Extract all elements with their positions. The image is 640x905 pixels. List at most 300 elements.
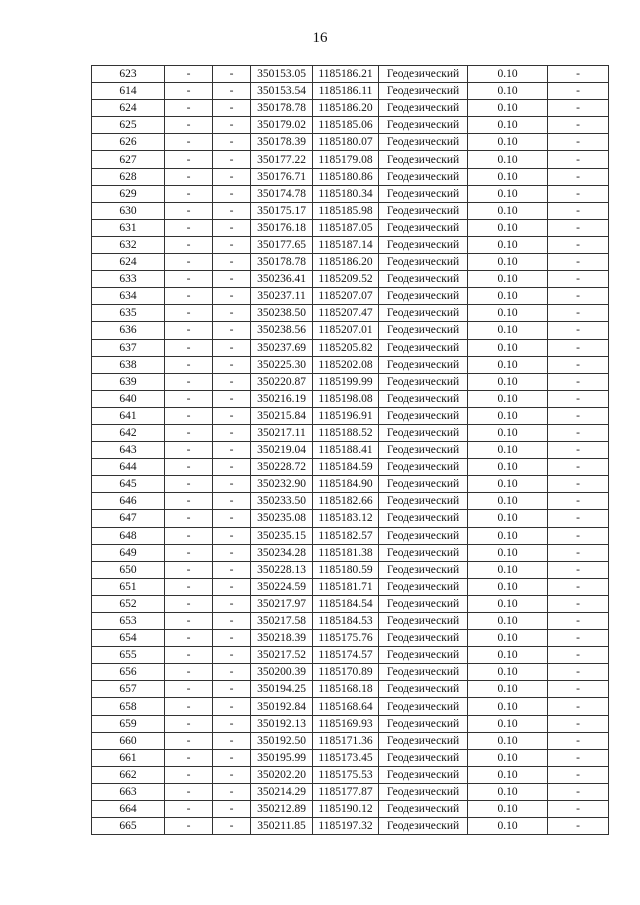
method-cell: Геодезический	[379, 595, 468, 612]
y-coordinate-cell: 1185186.21	[313, 66, 379, 83]
method-cell: Геодезический	[379, 527, 468, 544]
description-cell: -	[548, 219, 609, 236]
y-coordinate-cell: 1185184.90	[313, 476, 379, 493]
table-row	[92, 407, 609, 424]
description-cell: -	[548, 134, 609, 151]
dash-cell: -	[165, 510, 213, 527]
dash-cell: -	[165, 527, 213, 544]
description-cell: -	[548, 732, 609, 749]
x-coordinate-cell: 350214.29	[251, 783, 313, 800]
accuracy-cell: 0.10	[468, 236, 548, 253]
table-row	[92, 459, 609, 476]
accuracy-cell: 0.10	[468, 766, 548, 783]
dash-cell: -	[213, 185, 251, 202]
dash-cell: -	[165, 219, 213, 236]
x-coordinate-cell: 350237.11	[251, 288, 313, 305]
table-row	[92, 766, 609, 783]
y-coordinate-cell: 1185181.38	[313, 544, 379, 561]
x-coordinate-cell: 350219.04	[251, 442, 313, 459]
dash-cell: -	[213, 339, 251, 356]
accuracy-cell: 0.10	[468, 356, 548, 373]
method-cell: Геодезический	[379, 664, 468, 681]
dash-cell: -	[213, 578, 251, 595]
point-number-cell: 657	[92, 681, 165, 698]
description-cell: -	[548, 424, 609, 441]
accuracy-cell: 0.10	[468, 493, 548, 510]
dash-cell: -	[165, 151, 213, 168]
y-coordinate-cell: 1185205.82	[313, 339, 379, 356]
table-row	[92, 100, 609, 117]
accuracy-cell: 0.10	[468, 322, 548, 339]
point-number-cell: 627	[92, 151, 165, 168]
dash-cell: -	[213, 749, 251, 766]
dash-cell: -	[213, 219, 251, 236]
accuracy-cell: 0.10	[468, 202, 548, 219]
dash-cell: -	[213, 613, 251, 630]
description-cell: -	[548, 527, 609, 544]
y-coordinate-cell: 1185180.34	[313, 185, 379, 202]
description-cell: -	[548, 647, 609, 664]
dash-cell: -	[213, 715, 251, 732]
table-row	[92, 613, 609, 630]
description-cell: -	[548, 613, 609, 630]
point-number-cell: 662	[92, 766, 165, 783]
dash-cell: -	[165, 681, 213, 698]
dash-cell: -	[165, 476, 213, 493]
dash-cell: -	[165, 818, 213, 835]
y-coordinate-cell: 1185186.20	[313, 100, 379, 117]
x-coordinate-cell: 350237.69	[251, 339, 313, 356]
point-number-cell: 650	[92, 561, 165, 578]
method-cell: Геодезический	[379, 561, 468, 578]
method-cell: Геодезический	[379, 613, 468, 630]
dash-cell: -	[165, 117, 213, 134]
accuracy-cell: 0.10	[468, 749, 548, 766]
x-coordinate-cell: 350217.97	[251, 595, 313, 612]
accuracy-cell: 0.10	[468, 476, 548, 493]
table-row	[92, 83, 609, 100]
dash-cell: -	[213, 117, 251, 134]
y-coordinate-cell: 1185184.53	[313, 613, 379, 630]
point-number-cell: 641	[92, 407, 165, 424]
point-number-cell: 649	[92, 544, 165, 561]
dash-cell: -	[165, 664, 213, 681]
point-number-cell: 659	[92, 715, 165, 732]
table-row	[92, 681, 609, 698]
point-number-cell: 624	[92, 100, 165, 117]
accuracy-cell: 0.10	[468, 510, 548, 527]
table-row	[92, 715, 609, 732]
method-cell: Геодезический	[379, 390, 468, 407]
dash-cell: -	[165, 339, 213, 356]
description-cell: -	[548, 305, 609, 322]
description-cell: -	[548, 766, 609, 783]
method-cell: Геодезический	[379, 578, 468, 595]
point-number-cell: 636	[92, 322, 165, 339]
description-cell: -	[548, 818, 609, 835]
x-coordinate-cell: 350235.15	[251, 527, 313, 544]
dash-cell: -	[165, 83, 213, 100]
dash-cell: -	[165, 202, 213, 219]
dash-cell: -	[213, 544, 251, 561]
description-cell: -	[548, 168, 609, 185]
dash-cell: -	[213, 202, 251, 219]
dash-cell: -	[213, 630, 251, 647]
x-coordinate-cell: 350233.50	[251, 493, 313, 510]
method-cell: Геодезический	[379, 322, 468, 339]
accuracy-cell: 0.10	[468, 681, 548, 698]
method-cell: Геодезический	[379, 83, 468, 100]
table-row	[92, 561, 609, 578]
dash-cell: -	[165, 424, 213, 441]
y-coordinate-cell: 1185197.32	[313, 818, 379, 835]
dash-cell: -	[213, 254, 251, 271]
description-cell: -	[548, 66, 609, 83]
table-row	[92, 647, 609, 664]
description-cell: -	[548, 151, 609, 168]
dash-cell: -	[213, 356, 251, 373]
point-number-cell: 648	[92, 527, 165, 544]
description-cell: -	[548, 749, 609, 766]
method-cell: Геодезический	[379, 356, 468, 373]
description-cell: -	[548, 459, 609, 476]
accuracy-cell: 0.10	[468, 578, 548, 595]
dash-cell: -	[213, 151, 251, 168]
table-row	[92, 288, 609, 305]
y-coordinate-cell: 1185186.20	[313, 254, 379, 271]
accuracy-cell: 0.10	[468, 219, 548, 236]
description-cell: -	[548, 373, 609, 390]
table-row	[92, 236, 609, 253]
coordinates-table	[91, 65, 609, 835]
description-cell: -	[548, 271, 609, 288]
x-coordinate-cell: 350216.19	[251, 390, 313, 407]
y-coordinate-cell: 1185207.01	[313, 322, 379, 339]
dash-cell: -	[165, 373, 213, 390]
x-coordinate-cell: 350177.22	[251, 151, 313, 168]
method-cell: Геодезический	[379, 168, 468, 185]
table-row	[92, 117, 609, 134]
description-cell: -	[548, 202, 609, 219]
y-coordinate-cell: 1185182.66	[313, 493, 379, 510]
coordinates-table-body	[92, 66, 609, 835]
description-cell: -	[548, 476, 609, 493]
accuracy-cell: 0.10	[468, 630, 548, 647]
accuracy-cell: 0.10	[468, 801, 548, 818]
dash-cell: -	[213, 698, 251, 715]
y-coordinate-cell: 1185207.47	[313, 305, 379, 322]
x-coordinate-cell: 350218.39	[251, 630, 313, 647]
x-coordinate-cell: 350211.85	[251, 818, 313, 835]
y-coordinate-cell: 1185209.52	[313, 271, 379, 288]
x-coordinate-cell: 350174.78	[251, 185, 313, 202]
dash-cell: -	[165, 595, 213, 612]
y-coordinate-cell: 1185184.59	[313, 459, 379, 476]
point-number-cell: 633	[92, 271, 165, 288]
table-row	[92, 595, 609, 612]
method-cell: Геодезический	[379, 818, 468, 835]
dash-cell: -	[213, 493, 251, 510]
y-coordinate-cell: 1185187.05	[313, 219, 379, 236]
table-row	[92, 168, 609, 185]
dash-cell: -	[165, 698, 213, 715]
dash-cell: -	[165, 630, 213, 647]
table-row	[92, 271, 609, 288]
y-coordinate-cell: 1185179.08	[313, 151, 379, 168]
x-coordinate-cell: 350228.72	[251, 459, 313, 476]
table-row	[92, 783, 609, 800]
description-cell: -	[548, 117, 609, 134]
x-coordinate-cell: 350234.28	[251, 544, 313, 561]
dash-cell: -	[213, 647, 251, 664]
point-number-cell: 644	[92, 459, 165, 476]
accuracy-cell: 0.10	[468, 544, 548, 561]
y-coordinate-cell: 1185175.76	[313, 630, 379, 647]
table-row	[92, 66, 609, 83]
table-row	[92, 134, 609, 151]
point-number-cell: 643	[92, 442, 165, 459]
point-number-cell: 652	[92, 595, 165, 612]
dash-cell: -	[165, 134, 213, 151]
table-row	[92, 373, 609, 390]
y-coordinate-cell: 1185196.91	[313, 407, 379, 424]
x-coordinate-cell: 350220.87	[251, 373, 313, 390]
accuracy-cell: 0.10	[468, 117, 548, 134]
method-cell: Геодезический	[379, 681, 468, 698]
y-coordinate-cell: 1185169.93	[313, 715, 379, 732]
method-cell: Геодезический	[379, 117, 468, 134]
dash-cell: -	[213, 732, 251, 749]
x-coordinate-cell: 350179.02	[251, 117, 313, 134]
accuracy-cell: 0.10	[468, 407, 548, 424]
point-number-cell: 651	[92, 578, 165, 595]
point-number-cell: 661	[92, 749, 165, 766]
table-row	[92, 818, 609, 835]
description-cell: -	[548, 561, 609, 578]
dash-cell: -	[165, 459, 213, 476]
method-cell: Геодезический	[379, 151, 468, 168]
dash-cell: -	[213, 66, 251, 83]
table-row	[92, 185, 609, 202]
method-cell: Геодезический	[379, 254, 468, 271]
accuracy-cell: 0.10	[468, 561, 548, 578]
point-number-cell: 626	[92, 134, 165, 151]
dash-cell: -	[213, 424, 251, 441]
accuracy-cell: 0.10	[468, 390, 548, 407]
accuracy-cell: 0.10	[468, 373, 548, 390]
point-number-cell: 634	[92, 288, 165, 305]
y-coordinate-cell: 1185188.41	[313, 442, 379, 459]
table-row	[92, 732, 609, 749]
dash-cell: -	[165, 613, 213, 630]
table-row	[92, 801, 609, 818]
accuracy-cell: 0.10	[468, 305, 548, 322]
method-cell: Геодезический	[379, 407, 468, 424]
point-number-cell: 629	[92, 185, 165, 202]
accuracy-cell: 0.10	[468, 168, 548, 185]
dash-cell: -	[165, 783, 213, 800]
description-cell: -	[548, 681, 609, 698]
accuracy-cell: 0.10	[468, 134, 548, 151]
table-row	[92, 390, 609, 407]
accuracy-cell: 0.10	[468, 527, 548, 544]
dash-cell: -	[165, 168, 213, 185]
dash-cell: -	[165, 578, 213, 595]
description-cell: -	[548, 630, 609, 647]
point-number-cell: 663	[92, 783, 165, 800]
x-coordinate-cell: 350217.52	[251, 647, 313, 664]
method-cell: Геодезический	[379, 185, 468, 202]
point-number-cell: 640	[92, 390, 165, 407]
y-coordinate-cell: 1185186.11	[313, 83, 379, 100]
dash-cell: -	[213, 100, 251, 117]
dash-cell: -	[213, 561, 251, 578]
y-coordinate-cell: 1185183.12	[313, 510, 379, 527]
dash-cell: -	[213, 236, 251, 253]
accuracy-cell: 0.10	[468, 647, 548, 664]
accuracy-cell: 0.10	[468, 254, 548, 271]
point-number-cell: 642	[92, 424, 165, 441]
method-cell: Геодезический	[379, 305, 468, 322]
accuracy-cell: 0.10	[468, 595, 548, 612]
y-coordinate-cell: 1185180.59	[313, 561, 379, 578]
dash-cell: -	[213, 459, 251, 476]
accuracy-cell: 0.10	[468, 66, 548, 83]
x-coordinate-cell: 350238.56	[251, 322, 313, 339]
x-coordinate-cell: 350232.90	[251, 476, 313, 493]
accuracy-cell: 0.10	[468, 151, 548, 168]
x-coordinate-cell: 350153.05	[251, 66, 313, 83]
dash-cell: -	[213, 664, 251, 681]
dash-cell: -	[213, 476, 251, 493]
table-row	[92, 339, 609, 356]
table-row	[92, 493, 609, 510]
x-coordinate-cell: 350194.25	[251, 681, 313, 698]
point-number-cell: 614	[92, 83, 165, 100]
table-row	[92, 698, 609, 715]
dash-cell: -	[165, 715, 213, 732]
x-coordinate-cell: 350177.65	[251, 236, 313, 253]
accuracy-cell: 0.10	[468, 698, 548, 715]
x-coordinate-cell: 350212.89	[251, 801, 313, 818]
y-coordinate-cell: 1185171.36	[313, 732, 379, 749]
y-coordinate-cell: 1185180.86	[313, 168, 379, 185]
table-row	[92, 664, 609, 681]
method-cell: Геодезический	[379, 732, 468, 749]
dash-cell: -	[213, 801, 251, 818]
dash-cell: -	[213, 373, 251, 390]
y-coordinate-cell: 1185181.71	[313, 578, 379, 595]
table-row	[92, 749, 609, 766]
description-cell: -	[548, 236, 609, 253]
dash-cell: -	[213, 510, 251, 527]
method-cell: Геодезический	[379, 271, 468, 288]
method-cell: Геодезический	[379, 134, 468, 151]
table-row	[92, 219, 609, 236]
description-cell: -	[548, 801, 609, 818]
table-row	[92, 322, 609, 339]
accuracy-cell: 0.10	[468, 664, 548, 681]
table-row	[92, 254, 609, 271]
point-number-cell: 635	[92, 305, 165, 322]
x-coordinate-cell: 350215.84	[251, 407, 313, 424]
point-number-cell: 623	[92, 66, 165, 83]
method-cell: Геодезический	[379, 424, 468, 441]
table-row	[92, 544, 609, 561]
dash-cell: -	[213, 681, 251, 698]
dash-cell: -	[165, 801, 213, 818]
point-number-cell: 628	[92, 168, 165, 185]
accuracy-cell: 0.10	[468, 288, 548, 305]
x-coordinate-cell: 350238.50	[251, 305, 313, 322]
dash-cell: -	[165, 100, 213, 117]
dash-cell: -	[213, 818, 251, 835]
dash-cell: -	[165, 236, 213, 253]
x-coordinate-cell: 350224.59	[251, 578, 313, 595]
x-coordinate-cell: 350192.50	[251, 732, 313, 749]
dash-cell: -	[165, 254, 213, 271]
method-cell: Геодезический	[379, 647, 468, 664]
dash-cell: -	[165, 766, 213, 783]
x-coordinate-cell: 350228.13	[251, 561, 313, 578]
dash-cell: -	[165, 185, 213, 202]
dash-cell: -	[165, 305, 213, 322]
accuracy-cell: 0.10	[468, 783, 548, 800]
description-cell: -	[548, 442, 609, 459]
method-cell: Геодезический	[379, 202, 468, 219]
method-cell: Геодезический	[379, 801, 468, 818]
point-number-cell: 639	[92, 373, 165, 390]
description-cell: -	[548, 407, 609, 424]
accuracy-cell: 0.10	[468, 100, 548, 117]
y-coordinate-cell: 1185170.89	[313, 664, 379, 681]
y-coordinate-cell: 1185188.52	[313, 424, 379, 441]
point-number-cell: 665	[92, 818, 165, 835]
x-coordinate-cell: 350192.84	[251, 698, 313, 715]
y-coordinate-cell: 1185184.54	[313, 595, 379, 612]
description-cell: -	[548, 493, 609, 510]
point-number-cell: 630	[92, 202, 165, 219]
accuracy-cell: 0.10	[468, 715, 548, 732]
y-coordinate-cell: 1185190.12	[313, 801, 379, 818]
accuracy-cell: 0.10	[468, 424, 548, 441]
dash-cell: -	[165, 407, 213, 424]
y-coordinate-cell: 1185198.08	[313, 390, 379, 407]
accuracy-cell: 0.10	[468, 83, 548, 100]
method-cell: Геодезический	[379, 288, 468, 305]
x-coordinate-cell: 350175.17	[251, 202, 313, 219]
description-cell: -	[548, 185, 609, 202]
method-cell: Геодезический	[379, 442, 468, 459]
x-coordinate-cell: 350202.20	[251, 766, 313, 783]
point-number-cell: 655	[92, 647, 165, 664]
y-coordinate-cell: 1185187.14	[313, 236, 379, 253]
x-coordinate-cell: 350153.54	[251, 83, 313, 100]
table-row	[92, 151, 609, 168]
method-cell: Геодезический	[379, 236, 468, 253]
method-cell: Геодезический	[379, 698, 468, 715]
accuracy-cell: 0.10	[468, 185, 548, 202]
x-coordinate-cell: 350217.11	[251, 424, 313, 441]
dash-cell: -	[213, 783, 251, 800]
table-row	[92, 202, 609, 219]
table-row	[92, 305, 609, 322]
description-cell: -	[548, 698, 609, 715]
method-cell: Геодезический	[379, 630, 468, 647]
y-coordinate-cell: 1185185.98	[313, 202, 379, 219]
table-row	[92, 424, 609, 441]
y-coordinate-cell: 1185177.87	[313, 783, 379, 800]
